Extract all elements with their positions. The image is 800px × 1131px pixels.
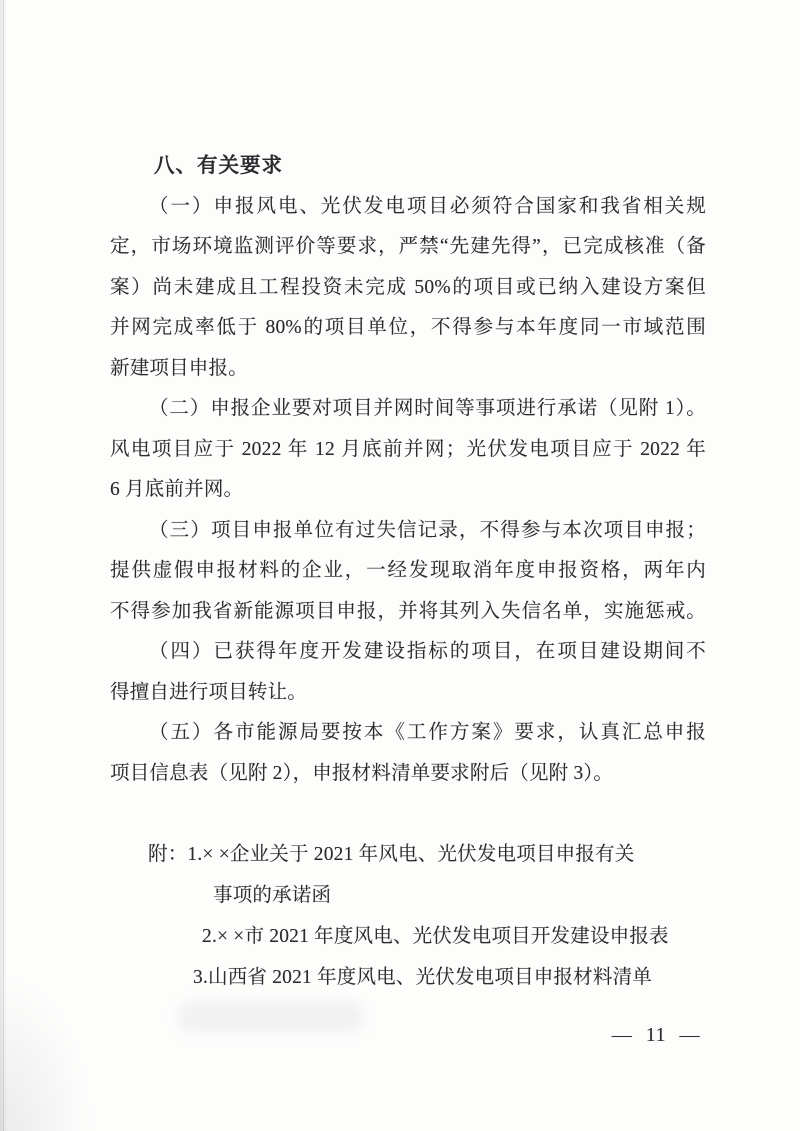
section-heading: 八、有关要求 xyxy=(154,154,283,177)
clause-1-line: （一）申报风电、光伏发电项目必须符合国家和我省相关规 xyxy=(149,195,706,217)
clause-3-line: 提供虚假申报材料的企业，一经发现取消年度申报资格，两年内 xyxy=(110,560,706,581)
clause-5-line: 项目信息表（见附 2），申报材料清单要求附后（见附 3）。 xyxy=(110,762,614,784)
scan-bleed-smudge xyxy=(178,1002,363,1032)
clause-2-line: （二）申报企业要对项目并网时间等事项进行承诺（见附 1）。 xyxy=(149,398,706,419)
clause-2-line: 6 月底前并网。 xyxy=(110,479,244,500)
attachment-item-2: 2.× ×市 2021 年度风电、光伏发电项目开发建设申报表 xyxy=(202,926,669,947)
clause-3-line: （三）项目申报单位有过失信记录，不得参与本次项目申报； xyxy=(149,519,706,541)
attachment-list xyxy=(110,834,706,998)
scan-corner-smudge xyxy=(0,961,100,1131)
document-body xyxy=(110,146,706,794)
page-number: — 11 — xyxy=(611,1024,700,1046)
clause-3-line: 不得参加我省新能源项目申报，并将其列入失信名单，实施惩戒。 xyxy=(110,600,706,622)
clause-2-line: 风电项目应于 2022 年 12 月底前并网；光伏发电项目应于 2022 年 xyxy=(110,438,706,460)
attachment-item-1: 附：1.× ×企业关于 2021 年风电、光伏发电项目申报有关 xyxy=(148,844,635,865)
clause-1-line: 新建项目申报。 xyxy=(110,357,248,379)
clause-1-line: 定，市场环境监测评价等要求，严禁“先建先得”，已完成核准（备 xyxy=(110,236,706,257)
attachment-item-3: 3.山西省 2021 年度风电、光伏发电项目申报材料清单 xyxy=(193,967,652,988)
clause-4-line: 得擅自进行项目转让。 xyxy=(110,681,308,703)
clause-4-line: （四）已获得年度开发建设指标的项目，在项目建设期间不 xyxy=(149,641,706,662)
clause-1-line: 案）尚未建成且工程投资未完成 50%的项目或已纳入建设方案但 xyxy=(110,276,706,298)
attachment-item-1-continuation: 事项的承诺函 xyxy=(213,885,332,906)
clause-1-line: 并网完成率低于 80%的项目单位，不得参与本年度同一市域范围 xyxy=(110,317,706,338)
clause-5-line: （五）各市能源局要按本《工作方案》要求，认真汇总申报 xyxy=(149,722,706,743)
